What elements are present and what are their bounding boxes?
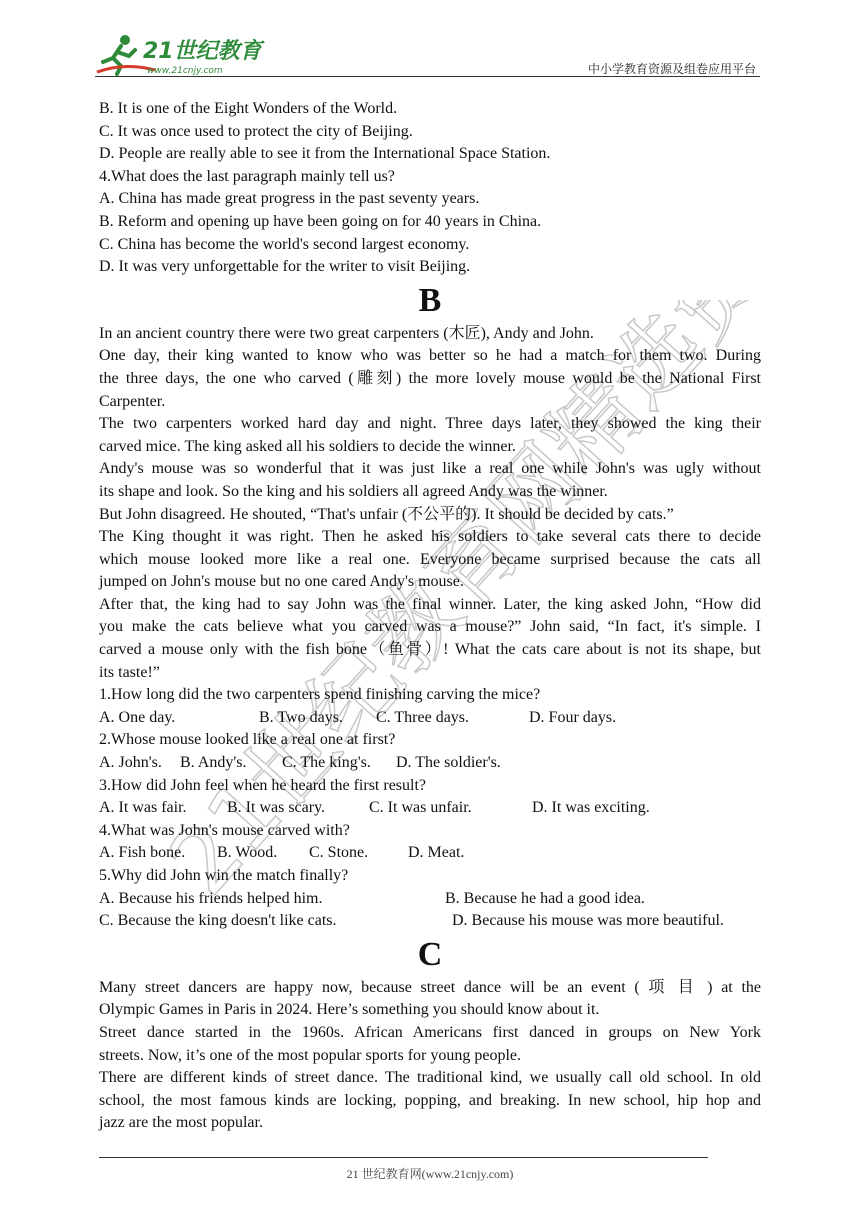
b-passage-line: Carpenter. [99, 392, 166, 410]
page-header [95, 30, 760, 80]
option-d: D. Because his mouse was more beautiful. [452, 912, 724, 930]
option-a: A. One day. [99, 708, 176, 726]
b-question-3: 3.How did John feel when he heard the first result? [99, 776, 427, 794]
header-divider [95, 76, 760, 77]
b-question-1: 1.How long did the two carpenters spend finishing carving the mice? [99, 686, 541, 704]
b-passage-line: After that, the king had to say John was the final winner. Later, the king asked John, “How did [99, 595, 761, 613]
option-d: D. Meat. [408, 844, 465, 862]
c-passage-line: streets. Now, it’s one of the most popular sports for young people. [99, 1046, 522, 1064]
option-c: C. Stone. [309, 844, 369, 862]
option-b: B. Wood. [217, 844, 278, 862]
a-q3-option-c: C. It was once used to protect the city of Beijing. [99, 122, 413, 140]
b-passage-line: The two carpenters worked hard day and night. Three days later, they showed the king their [99, 415, 761, 433]
b-q3-options [99, 797, 761, 820]
option-c: C. It was unfair. [369, 799, 472, 817]
page-footer: 21 世纪教育网(www.21cnjy.com) [346, 1167, 514, 1181]
option-c: C. The king's. [282, 754, 371, 772]
option-b: B. Because he had a good idea. [445, 889, 645, 907]
option-a: A. John's. [99, 754, 162, 772]
option-d: D. The soldier's. [396, 754, 501, 772]
b-question-5: 5.Why did John win the match finally? [99, 867, 349, 884]
option-d: D. Four days. [529, 708, 617, 726]
option-a: A. It was fair. [99, 799, 187, 817]
c-passage-line: school, the most famous kinds are locking, popping, and breaking. In new school, hip hop and [99, 1091, 761, 1109]
b-passage-line: In an ancient country there were two great carpenters (木匠), Andy and John. [99, 324, 594, 342]
logo-url-text: www.21cnjy.com [147, 66, 223, 76]
a-q3-option-d: D. People are really able to see it from the International Space Station. [99, 145, 551, 163]
footer-divider [99, 1157, 708, 1158]
b-passage-line: carved mice. The king asked all his soldiers to decide the winner. [99, 437, 516, 455]
b-passage-line: which mouse looked more like a real one. Everyone became surprised because the cats all [99, 550, 761, 568]
b-q1-options [99, 707, 761, 730]
b-q5-options-row2 [99, 910, 761, 933]
section-b-heading: B [418, 281, 442, 319]
option-c: C. Three days. [376, 708, 470, 726]
site-logo [95, 32, 265, 76]
watermark-text: 21世纪教育网精选资料 [170, 300, 770, 915]
option-c: C. Because the king doesn't like cats. [99, 912, 337, 930]
a-q4-option-a: A. China has made great progress in the past seventy years. [99, 190, 480, 208]
b-q4-options [99, 842, 761, 865]
b-question-4: 4.What was John's mouse carved with? [99, 821, 350, 839]
b-passage-line: carved a mouse only with the fish bone（鱼骨）! What the cats care about is not its shape, but [99, 641, 761, 659]
b-passage-line: One day, their king wanted to know who was better so he had a match for them two. During [99, 347, 761, 365]
b-q2-options [99, 752, 761, 775]
option-b: B. Andy's. [180, 754, 247, 772]
b-passage-line: its shape and look. So the king and his soldiers all agreed Andy was the winner. [99, 482, 608, 500]
b-q5-options-row1 [99, 888, 761, 911]
a-q4-option-d: D. It was very unforgettable for the writer to visit Beijing. [99, 258, 471, 276]
a-question-4: 4.What does the last paragraph mainly tell us? [99, 167, 395, 185]
option-b: B. Two days. [259, 708, 343, 726]
c-passage-line: There are different kinds of street dance. The traditional kind, we usually call old school. In old [99, 1069, 761, 1087]
section-c-heading: C [417, 935, 443, 973]
b-passage-line: jumped on John's mouse but no one cared Andy's mouse. [99, 573, 464, 591]
b-passage-line: The King thought it was right. Then he asked his soldiers to take several cats there to decide [99, 528, 761, 546]
c-passage-line: Street dance started in the 1960s. African Americans first danced in groups on New York [99, 1023, 761, 1041]
option-b: B. It was scary. [227, 799, 326, 817]
c-passage-line: Olympic Games in Paris in 2024. Here’s something you should know about it. [99, 1001, 600, 1019]
option-d: D. It was exciting. [532, 799, 650, 817]
a-q4-option-b: B. Reform and opening up have been going on for 40 years in China. [99, 212, 542, 230]
option-a: A. Because his friends helped him. [99, 889, 323, 907]
document-body [99, 98, 761, 1135]
b-passage-line: its taste!” [99, 663, 160, 681]
platform-tagline: 中小学教育资源及组卷应用平台 [587, 62, 756, 76]
b-passage-line: But John disagreed. He shouted, “That's unfair (不公平的). It should be decided by cats.” [99, 505, 674, 523]
a-q3-option-b: B. It is one of the Eight Wonders of the World. [99, 100, 398, 117]
c-passage-line: Many street dancers are happy now, because street dance will be an event ( 项 目 ) at the [99, 978, 761, 996]
b-question-2: 2.Whose mouse looked like a real one at first? [99, 731, 396, 749]
a-q4-option-c: C. China has become the world's second largest economy. [99, 235, 470, 253]
b-passage-line: Andy's mouse was so wonderful that it was just like a real one while John's was ugly without [99, 460, 761, 478]
b-passage-line: the three days, the one who carved (雕刻) the more lovely mouse would be the National First [99, 369, 761, 387]
logo-main-text: 21世纪教育 [143, 39, 262, 64]
option-a: A. Fish bone. [99, 844, 186, 862]
c-passage-line: jazz are the most popular. [99, 1114, 263, 1132]
b-passage-line: you make the cats believe what you carved was a mouse?” John said, “In fact, it's simple. I [99, 618, 761, 636]
